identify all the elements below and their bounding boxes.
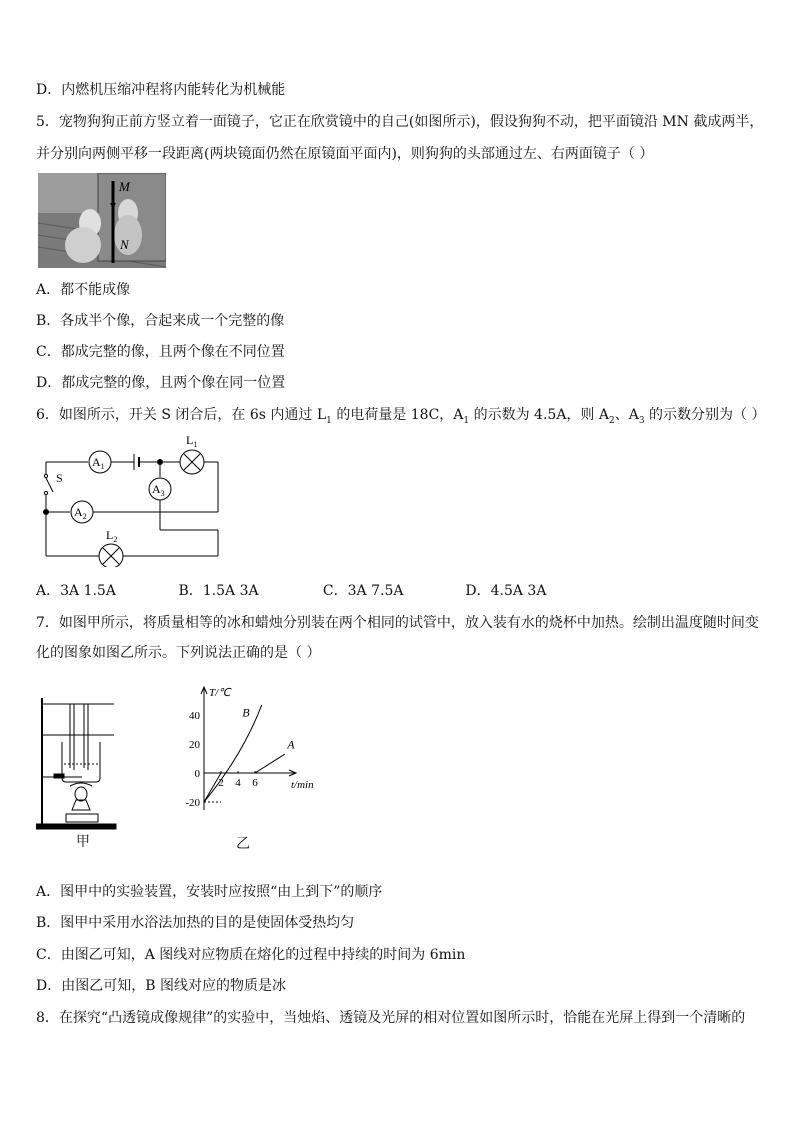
y-axis-label: T/℃ [209, 687, 231, 699]
q6-stem: 6．如图所示，开关 S 闭合后，在 6s 内通过 $L_1$ 的电荷量是 18C，$A_1$ 的示数为 4.5A，则 $A_2$、$A_3$ 的示数分别为（ ） [36, 407, 766, 426]
q6-option-b: B．1.5A 3A [178, 583, 259, 599]
curve-a [204, 754, 285, 802]
x-tick-label: 6 [252, 777, 258, 789]
q5-stem-line1: 5．宠物狗狗正前方竖立着一面镜子，它正在欣赏镜中的自己(如图所示)，假设狗狗不动，把平面镜沿 MN 截成两半， [36, 114, 764, 130]
ammeter-a2-label: $A_2$ [74, 505, 87, 521]
q5-option-c: C．都成完整的像，且两个像在不同位置 [36, 344, 285, 360]
caption-jia: 甲 [76, 834, 90, 850]
q8-stem-line1: 8．在探究“凸透镜成像规律”的实验中，当烛焰、透镜及光屏的相对位置如图所示时，恰能在光屏上得到一个清晰的 [36, 1010, 746, 1026]
x-tick-label: 4 [235, 777, 241, 789]
label-n: N [120, 237, 129, 252]
switch-s-label: S [56, 471, 63, 485]
q6-option-c: C．3A 7.5A [322, 583, 404, 599]
y-tick-label: 20 [189, 739, 200, 751]
caption-yi: 乙 [236, 836, 250, 852]
curve-b-label: B [242, 705, 250, 720]
ammeter-a1-label: $A_1$ [92, 455, 105, 471]
q7-option-a: A．图甲中的实验装置，安装时应按照“由上到下”的顺序 [36, 884, 383, 900]
q5-stem-line2: 并分别向两侧平移一段距离(两块镜面仍然在原镜面平面内)，则狗狗的头部通过左、右两面镜子（ ） [36, 146, 654, 162]
q7-option-b: B．图甲中采用水浴法加热的目的是使固体受热均匀 [36, 915, 355, 931]
q6-option-d: D．4.5A 3A [465, 583, 547, 599]
lamp-l1-label: $L_1$ [186, 433, 198, 449]
ammeter-a3-label: $A_3$ [152, 482, 165, 498]
q6-option-a: A．3A 1.5A [36, 583, 116, 599]
q7-stem-line1: 7．如图甲所示，将质量相等的冰和蜡烛分别装在两个相同的试管中，放入装有水的烧杯中加热。绘制出温度随时间变 [36, 615, 759, 631]
q5-option-a: A．都不能成像 [36, 282, 131, 298]
x-axis-label: t/min [291, 779, 314, 791]
q7-stem-line2: 化的图象如图乙所示。下列说法正确的是（ ） [36, 645, 321, 661]
lamp-l2-label: $L_2$ [106, 528, 118, 544]
y-tick-label: 0 [194, 768, 200, 780]
heating-apparatus-figure [36, 690, 136, 855]
circuit-diagram [36, 432, 226, 567]
dog-mirror-photo [38, 173, 166, 268]
x-tick-label: 2 [218, 777, 224, 789]
y-tick-label: -20 [185, 797, 200, 809]
q5-option-d: D．都成完整的像，且两个像在同一位置 [36, 375, 286, 391]
q6-options [36, 581, 546, 601]
label-m: M [119, 179, 130, 194]
q4-option-d: D．内燃机压缩冲程将内能转化为机械能 [36, 82, 286, 98]
temperature-time-chart [170, 682, 330, 822]
curve-a-label: A [287, 737, 295, 752]
q5-option-b: B．各成半个像，合起来成一个完整的像 [36, 313, 285, 329]
q7-option-c: C．由图乙可知，A 图线对应物质在熔化的过程中持续的时间为 6min [36, 947, 466, 963]
q7-option-d: D．由图乙可知，B 图线对应的物质是冰 [36, 978, 286, 994]
y-tick-label: 40 [189, 710, 200, 722]
